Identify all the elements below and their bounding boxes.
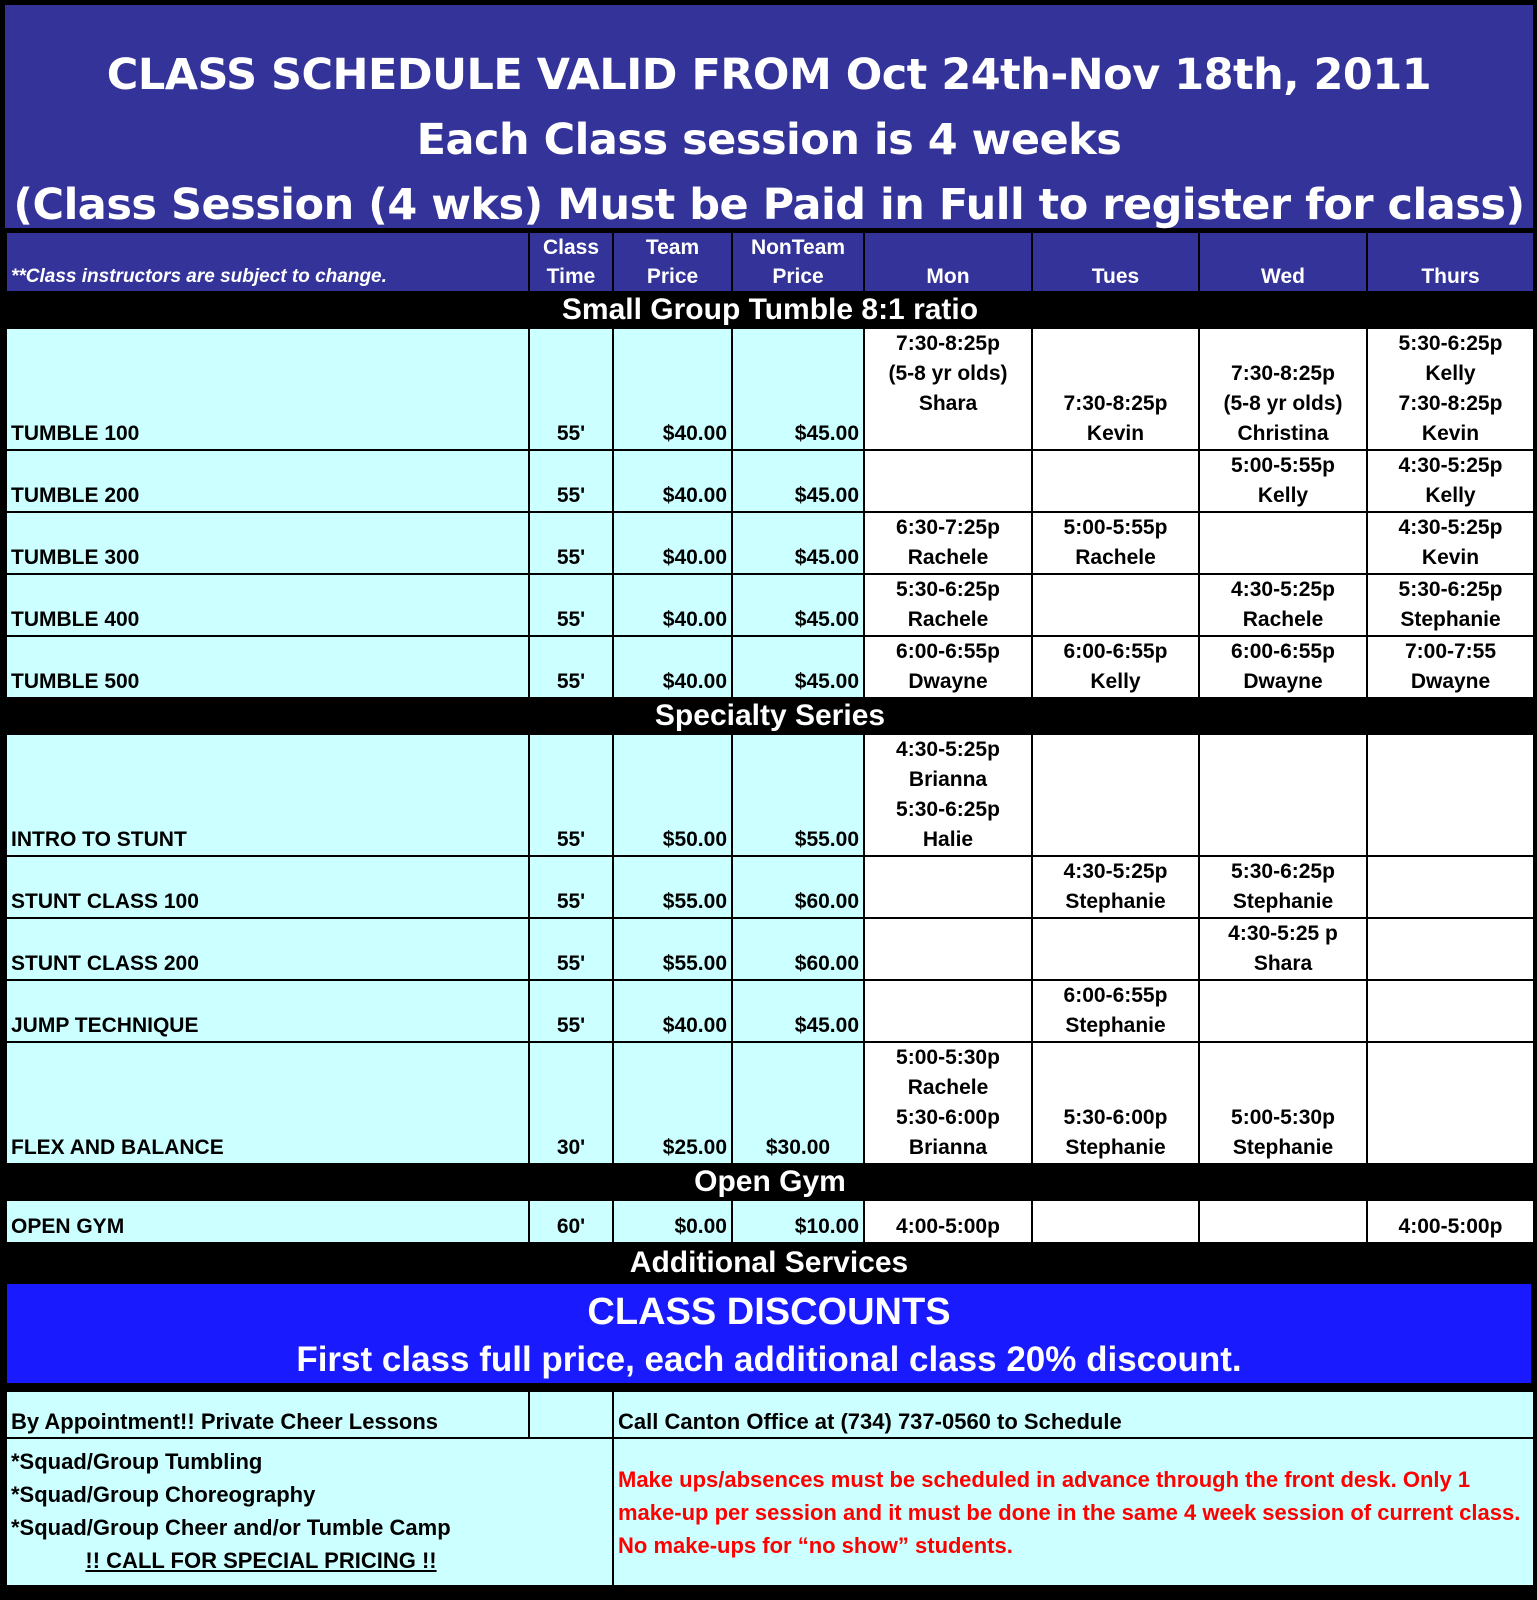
class-time: 30' [529,1042,613,1164]
schedule-tues [1032,450,1199,512]
nonteam-price: $45.00 [732,980,864,1042]
schedule-line: Stephanie [1232,1136,1334,1159]
schedule-tues [1032,980,1199,1042]
schedule-line: 7:30-8:25p [1398,392,1503,415]
schedule-line: Shara [1253,952,1313,975]
class-time: 60' [529,1200,613,1243]
class-row [6,1200,1534,1243]
schedule-tues [1032,734,1199,856]
class-name: STUNT CLASS 100 [6,856,529,918]
schedule-line: 5:00-5:30p [896,1046,1000,1069]
class-time: 55' [529,328,613,450]
section-title: Small Group Tumble 8:1 ratio [6,292,1534,328]
class-name: INTRO TO STUNT [6,734,529,856]
schedule-wed [1199,512,1367,574]
class-row [6,980,1534,1042]
team-price: $40.00 [613,574,732,636]
schedule-mon [864,1200,1032,1243]
schedule-line: (5-8 yr olds) [1223,392,1343,415]
col-class-time [529,232,613,292]
class-row [6,636,1534,698]
schedule-line: Kelly [1257,484,1309,507]
schedule-tues [1032,574,1199,636]
schedule-tues [1032,328,1199,450]
schedule-thurs [1367,918,1534,980]
class-time: 55' [529,636,613,698]
nonteam-price: $45.00 [732,328,864,450]
schedule-thurs [1367,980,1534,1042]
schedule-tues [1032,512,1199,574]
col-label: Price [646,265,699,288]
schedule-wed [1199,636,1367,698]
col-team-price [613,232,732,292]
col-tues: Tues [1032,232,1199,292]
services-table [5,1390,1535,1587]
schedule-thurs [1367,1042,1534,1164]
class-name: JUMP TECHNIQUE [6,980,529,1042]
schedule-line: Dwayne [1410,670,1491,693]
schedule-mon [864,1042,1032,1164]
squad-item: *Squad/Group Cheer and/or Tumble Camp [11,1515,451,1540]
squad-services [6,1438,613,1586]
class-time: 55' [529,512,613,574]
class-row [6,734,1534,856]
schedule-wed [1199,1200,1367,1243]
schedule-line: Halie [922,828,974,851]
class-time: 55' [529,450,613,512]
schedule-wed [1199,734,1367,856]
class-row [6,918,1534,980]
class-row [6,574,1534,636]
schedule-thurs [1367,574,1534,636]
class-row [6,512,1534,574]
squad-item: *Squad/Group Tumbling [11,1449,263,1474]
schedule-line: Kelly [1090,670,1141,693]
schedule-line: Brianna [908,1136,988,1159]
class-name: TUMBLE 300 [6,512,529,574]
schedule-line: 5:30-6:25p [896,798,1000,821]
team-price: $55.00 [613,856,732,918]
class-name: TUMBLE 400 [6,574,529,636]
schedule-line: Dwayne [1243,670,1323,693]
schedule-line: 5:00-5:55p [1231,454,1335,477]
class-name: FLEX AND BALANCE [6,1042,529,1164]
schedule-wed [1199,918,1367,980]
schedule-line: 5:30-6:00p [896,1106,1000,1129]
schedule-line: Christina [1237,422,1329,445]
team-price: $40.00 [613,328,732,450]
nonteam-price: $55.00 [732,734,864,856]
schedule-wed [1199,856,1367,918]
team-price: $40.00 [613,636,732,698]
schedule-line: 5:30-6:25p [1398,332,1503,355]
class-schedule [5,5,1533,1587]
team-price: $25.00 [613,1042,732,1164]
section-band [6,292,1534,328]
nonteam-price: $60.00 [732,856,864,918]
schedule-wed [1199,450,1367,512]
schedule-line: Stephanie [1065,1014,1166,1037]
schedule-line: 5:30-6:00p [1063,1106,1168,1129]
call-office-text: Call Canton Office at (734) 737-0560 to Schedule [613,1391,1534,1438]
schedule-tues [1032,636,1199,698]
schedule-line: Brianna [908,768,988,791]
additional-table [5,1244,1533,1282]
team-price: $55.00 [613,918,732,980]
schedule-line: 7:30-8:25p [896,332,1000,355]
schedule-line: 6:00-6:55p [1063,640,1168,663]
schedule-tues [1032,1042,1199,1164]
section-additional-services: Additional Services [6,1245,1532,1281]
schedule-line: 6:00-6:55p [1231,640,1335,663]
schedule-line: Kevin [1086,422,1145,445]
team-price: $0.00 [613,1200,732,1243]
class-row [6,328,1534,450]
nonteam-price: $10.00 [732,1200,864,1243]
schedule-line: (5-8 yr olds) [888,362,1008,385]
schedule-line: 5:30-6:25p [896,578,1000,601]
section-title: Specialty Series [6,698,1534,734]
schedule-mon [864,512,1032,574]
private-lessons-label: By Appointment!! Private Cheer Lessons [6,1391,529,1438]
col-mon: Mon [864,232,1032,292]
schedule-mon [864,636,1032,698]
schedule-mon [864,856,1032,918]
schedule-line: Stephanie [1065,1136,1166,1159]
schedule-line: 4:30-5:25p [1398,516,1503,539]
schedule-tues [1032,918,1199,980]
team-price: $50.00 [613,734,732,856]
section-band [6,1164,1534,1200]
class-time: 55' [529,918,613,980]
class-time: 55' [529,980,613,1042]
col-label: NonTeam [750,236,846,259]
schedule-wed [1199,574,1367,636]
schedule-line: 6:00-6:55p [896,640,1000,663]
class-name: TUMBLE 200 [6,450,529,512]
squad-item: *Squad/Group Choreography [11,1482,316,1507]
schedule-line: 6:00-6:55p [1063,984,1168,1007]
col-nonteam-price [732,232,864,292]
section-title: Open Gym [6,1164,1534,1200]
schedule-wed [1199,328,1367,450]
nonteam-price: $45.00 [732,512,864,574]
schedule-line: Kelly [1425,484,1476,507]
schedule-line: 4:30-5:25p [1063,860,1168,883]
class-name: OPEN GYM [6,1200,529,1243]
schedule-line: 4:30-5:25p [1398,454,1503,477]
schedule-line: 4:30-5:25 p [1228,922,1338,945]
schedule-line: Kelly [1425,362,1476,385]
team-price: $40.00 [613,450,732,512]
schedule-thurs [1367,636,1534,698]
schedule-line: 5:00-5:55p [1063,516,1168,539]
col-thurs: Thurs [1367,232,1534,292]
schedule-line: Rachele [907,1076,989,1099]
schedule-thurs [1367,734,1534,856]
schedule-line: Stephanie [1400,608,1501,631]
schedule-tues [1032,856,1199,918]
schedule-wed [1199,980,1367,1042]
schedule-line: 7:00-7:55 [1404,640,1497,663]
schedule-line: Rachele [907,608,989,631]
class-time: 55' [529,734,613,856]
column-header-row [6,232,1534,292]
nonteam-price: $60.00 [732,918,864,980]
header-line-1: CLASS SCHEDULE VALID FROM Oct 24th-Nov 18th, 2011 [106,50,1432,100]
team-price: $40.00 [613,980,732,1042]
schedule-tues [1032,1200,1199,1243]
col-label: Class [542,236,600,259]
schedule-line: 7:30-8:25p [1231,362,1335,385]
nonteam-price: $45.00 [732,574,864,636]
schedule-header [5,5,1533,231]
class-name: STUNT CLASS 200 [6,918,529,980]
instructor-note: **Class instructors are subject to change. [6,232,529,292]
schedule-thurs [1367,512,1534,574]
schedule-line: Shara [918,392,978,415]
schedule-thurs [1367,856,1534,918]
class-discounts [5,1282,1533,1385]
schedule-mon [864,574,1032,636]
nonteam-price: $45.00 [732,636,864,698]
header-line-3: (Class Session (4 wks) Must be Paid in Full to register for class) [13,180,1525,230]
schedule-line: Kevin [1421,422,1480,445]
schedule-line: Rachele [1075,546,1156,569]
nonteam-price: $45.00 [732,450,864,512]
schedule-thurs [1367,328,1534,450]
schedule-table [5,231,1535,1244]
schedule-mon [864,980,1032,1042]
makeup-policy: Make ups/absences must be scheduled in advance through the front desk. Only 1 make-up per session and it must be done in the same 4 week session of current class. No make-ups for “no show” students. [613,1438,1534,1586]
col-label: Time [546,265,596,288]
empty-cell [529,1391,613,1438]
schedule-line: Rachele [907,546,989,569]
class-row [6,856,1534,918]
schedule-line: 5:00-5:30p [1231,1106,1335,1129]
schedule-line: 4:30-5:25p [896,738,1000,761]
class-name: TUMBLE 500 [6,636,529,698]
discounts-text: First class full price, each additional class 20% discount. [296,1340,1242,1379]
schedule-line: 5:30-6:25p [1398,578,1503,601]
schedule-line: 4:30-5:25p [1231,578,1335,601]
discounts-title: CLASS DISCOUNTS [587,1291,951,1333]
schedule-mon [864,918,1032,980]
class-name: TUMBLE 100 [6,328,529,450]
schedule-line: Stephanie [1232,890,1334,913]
col-wed: Wed [1199,232,1367,292]
schedule-line: Stephanie [1065,890,1166,913]
schedule-line: Dwayne [908,670,988,693]
col-label: Team [645,236,700,259]
nonteam-price: $30.00 [732,1042,864,1164]
schedule-wed [1199,1042,1367,1164]
col-label: Price [772,265,824,288]
schedule-mon [864,450,1032,512]
special-pricing-note: !! CALL FOR SPECIAL PRICING !! [85,1548,437,1573]
class-time: 55' [529,856,613,918]
schedule-line: 4:00-5:00p [1398,1215,1503,1238]
class-row [6,450,1534,512]
schedule-mon [864,734,1032,856]
section-band [6,698,1534,734]
schedule-line: 6:30-7:25p [896,516,1000,539]
team-price: $40.00 [613,512,732,574]
header-line-2: Each Class session is 4 weeks [416,115,1122,165]
schedule-line: 4:00-5:00p [896,1215,1000,1238]
schedule-line: 7:30-8:25p [1063,392,1168,415]
class-time: 55' [529,574,613,636]
schedule-thurs [1367,1200,1534,1243]
schedule-line: 5:30-6:25p [1231,860,1335,883]
schedule-mon [864,328,1032,450]
schedule-line: Rachele [1242,608,1324,631]
schedule-line: Kevin [1421,546,1480,569]
class-row [6,1042,1534,1164]
schedule-thurs [1367,450,1534,512]
